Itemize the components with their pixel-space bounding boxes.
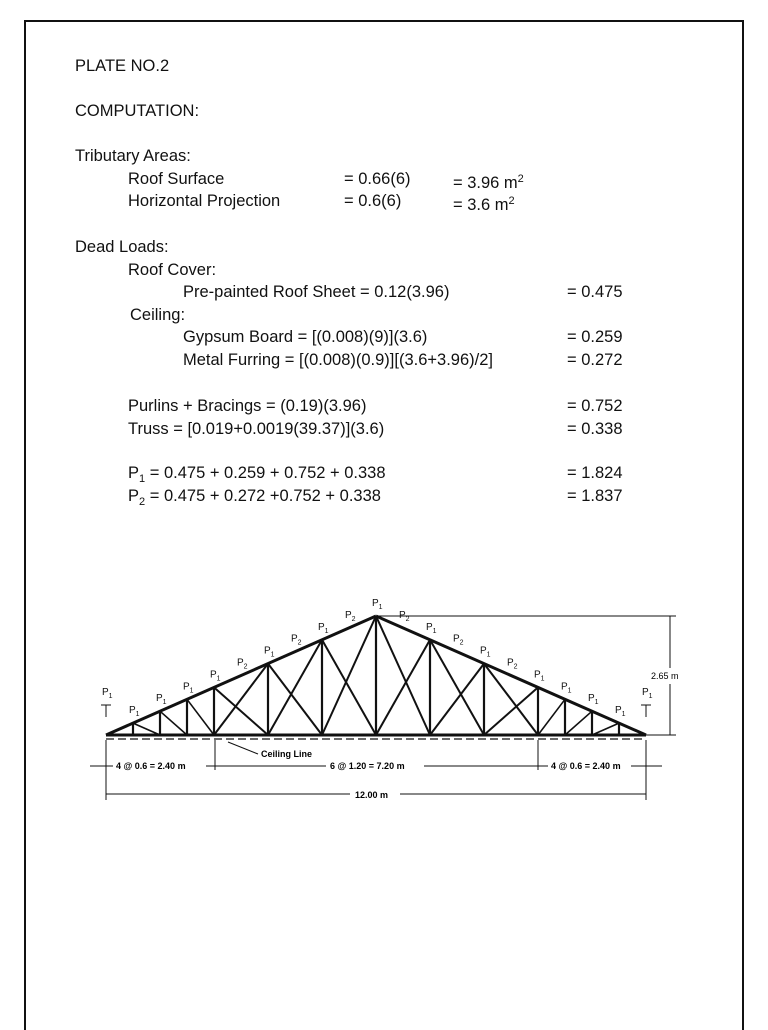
- computation-label: COMPUTATION:: [75, 102, 200, 120]
- gypsum-value: = 0.259: [567, 328, 623, 346]
- tributary-heading: Tributary Areas:: [75, 147, 191, 165]
- load-label-21: $P_1$: [642, 687, 653, 700]
- right-spacing-label: 4 @ 0.6 = 2.40 m: [551, 761, 621, 771]
- diagonal-main-7: [376, 616, 430, 735]
- total-span-label: 12.00 m: [355, 790, 389, 800]
- roof-cover-heading: Roof Cover:: [128, 261, 217, 279]
- diagonal-main-6: [322, 616, 376, 735]
- gypsum-expr: Gypsum Board = [(0.008)(9)](3.6): [183, 328, 428, 346]
- load-label-9: $P_1$: [318, 621, 329, 635]
- load-label-11: $P_1$: [372, 598, 383, 611]
- metal-furring-expr: Metal Furring = [(0.008)(0.9)][(3.6+3.96)/2]: [183, 351, 493, 369]
- diagonal-main-9: [430, 640, 484, 735]
- middle-spacing-label: 6 @ 1.20 = 7.20 m: [330, 761, 405, 771]
- load-label-6: $P_2$: [237, 657, 248, 671]
- load-label-18: $P_1$: [561, 681, 572, 695]
- roof-sheet-value: = 0.475: [567, 283, 623, 301]
- height-dimension-label: 2.65 m: [651, 671, 679, 681]
- load-label-13: $P_1$: [426, 621, 437, 635]
- load-label-8: $P_2$: [291, 633, 302, 647]
- load-label-1: $P_1$: [102, 687, 113, 700]
- ceiling-line-label: Ceiling Line: [261, 749, 313, 759]
- horizontal-projection-result: = 3.6 $m^2$: [453, 195, 515, 214]
- load-label-5: $P_1$: [210, 669, 221, 683]
- diagonal-left-small-1: [133, 723, 160, 735]
- diagonal-main-8: [376, 640, 430, 735]
- purlins-value: = 0.752: [567, 397, 623, 415]
- load-label-7: $P_1$: [264, 645, 275, 659]
- load-label-12: $P_2$: [399, 609, 410, 623]
- diagonal-left-small-3: [187, 699, 214, 735]
- roof-surface-label: Roof Surface: [128, 170, 225, 188]
- ceiling-leader: [228, 742, 258, 754]
- diagonal-left-small-2: [160, 711, 187, 735]
- diagonal-main-3: [268, 664, 322, 735]
- p1-value: = 1.824: [567, 464, 623, 482]
- plate-title: PLATE NO.2: [75, 57, 170, 75]
- diagonal-right-small-3: [592, 723, 619, 735]
- truss-expr: Truss = [0.019+0.0019(39.37)](3.6): [128, 420, 385, 438]
- load-label-19: $P_1$: [588, 693, 599, 707]
- metal-furring-value: = 0.272: [567, 351, 623, 369]
- dead-loads-heading: Dead Loads:: [75, 238, 169, 256]
- load-label-16: $P_2$: [507, 657, 518, 671]
- p2-expr: $P_2 = 0.475 + 0.272 +0.752 + 0.338$: [128, 487, 381, 508]
- load-label-2: $P_1$: [129, 705, 140, 719]
- top-chord-right: [376, 616, 646, 735]
- load-label-14: $P_2$: [453, 633, 464, 647]
- diagonal-right-small-2: [538, 699, 565, 735]
- horizontal-projection-label: Horizontal Projection: [128, 192, 281, 210]
- top-chord-left: [106, 616, 376, 735]
- load-label-3: $P_1$: [156, 693, 167, 707]
- diagonal-main-1: [214, 687, 268, 735]
- load-label-17: $P_1$: [534, 669, 545, 683]
- load-label-10: $P_2$: [345, 609, 356, 623]
- purlins-expr: Purlins + Bracings = (0.19)(3.96): [128, 397, 367, 415]
- roof-surface-expr: = 0.66(6): [344, 170, 411, 188]
- diagonal-right-small-1: [565, 711, 592, 735]
- ceiling-heading: Ceiling:: [130, 306, 186, 324]
- left-spacing-label: 4 @ 0.6 = 2.40 m: [116, 761, 186, 771]
- horizontal-projection-expr: = 0.6(6): [344, 192, 402, 210]
- load-label-15: $P_1$: [480, 645, 491, 659]
- roof-surface-result: = 3.96 $m^2$: [453, 173, 524, 192]
- p2-value: = 1.837: [567, 487, 623, 505]
- diagonal-main-5: [322, 640, 376, 735]
- load-label-20: $P_1$: [615, 705, 626, 719]
- load-label-4: $P_1$: [183, 681, 194, 695]
- roof-sheet-expr: Pre-painted Roof Sheet = 0.12(3.96): [183, 283, 450, 301]
- p1-expr: $P_1 = 0.475 + 0.259 + 0.752 + 0.338$: [128, 464, 386, 485]
- diagonal-main-10: [430, 664, 484, 735]
- truss-value: = 0.338: [567, 420, 623, 438]
- diagonal-main-12: [484, 687, 538, 735]
- diagonal-main-4: [268, 640, 322, 735]
